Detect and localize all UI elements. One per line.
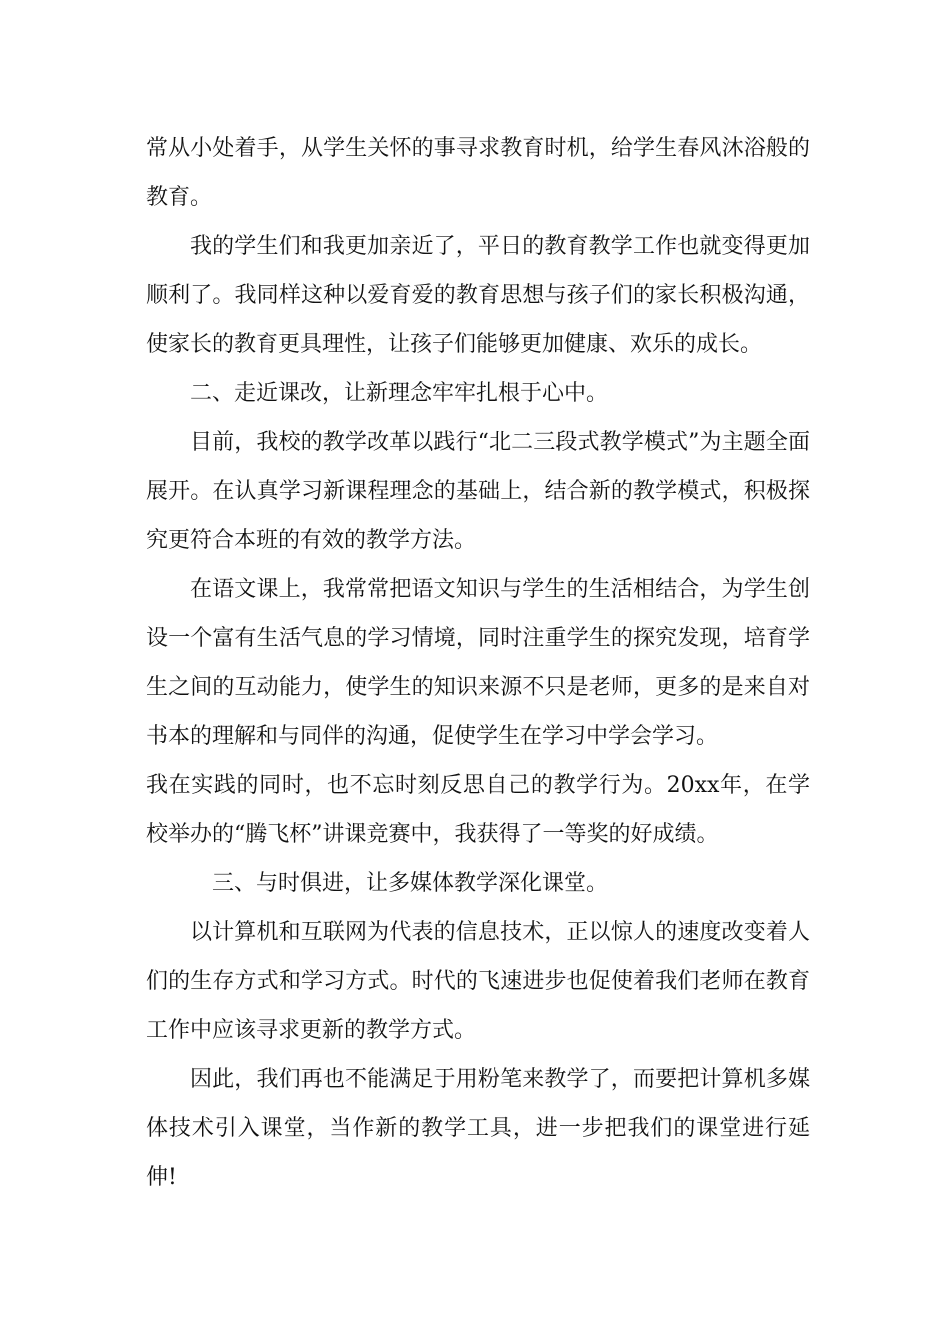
paragraph-continuation: 常从小处着手，从学生关怀的事寻求教育时机，给学生春风沐浴般的教育。 (146, 136, 810, 210)
paragraph: 因此，我们再也不能满足于用粉笔来教学了，而要把计算机多媒体技术引入课堂，当作新的教学工具，进一步把我们的课堂进行延伸! (146, 1067, 810, 1190)
paragraph: 我的学生们和我更加亲近了，平日的教育教学工作也就变得更加顺利了。我同样这种以爱育爱的教育思想与孩子们的家长积极沟通，使家长的教育更具理性，让孩子们能够更加健康、欢乐的成长。 (146, 234, 810, 357)
paragraph: 我在实践的同时，也不忘时刻反思自己的教学行为。20xx年，在学校举办的“腾飞杯”讲课竞赛中，我获得了一等奖的好成绩。 (146, 773, 810, 847)
paragraph: 目前，我校的教学改革以践行“北二三段式教学模式”为主题全面展开。在认真学习新课程理念的基础上，结合新的教学模式，积极探究更符合本班的有效的教学方法。 (146, 430, 810, 553)
section-heading-3: 三、与时俱进，让多媒体教学深化课堂。 (212, 871, 609, 896)
paragraph: 在语文课上，我常常把语文知识与学生的生活相结合，为学生创设一个富有生活气息的学习情境，同时注重学生的探究发现，培育学生之间的互动能力，使学生的知识来源不只是老师，更多的是来自对书本的理解和与同伴的沟通，促使学生在学习中学会学习。 (146, 577, 810, 749)
section-heading-2: 二、走近课改，让新理念牢牢扎根于心中。 (190, 381, 609, 406)
body-text (146, 124, 810, 1202)
paragraph: 以计算机和互联网为代表的信息技术，正以惊人的速度改变着人们的生存方式和学习方式。时代的飞速进步也促使着我们老师在教育工作中应该寻求更新的教学方式。 (146, 920, 810, 1043)
